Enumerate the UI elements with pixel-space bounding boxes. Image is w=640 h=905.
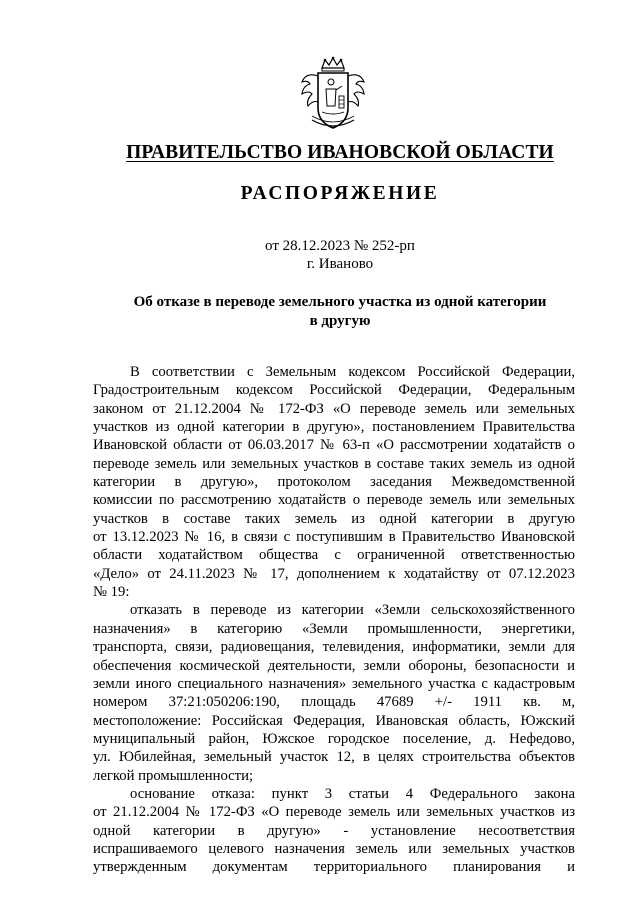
- document-city: г. Иваново: [306, 256, 374, 272]
- body-line: утвержденным документам территориального планирования и: [93, 859, 575, 876]
- body-line: категории в другую», протоколом заседания Межведомственной: [93, 474, 575, 491]
- body-line: законом от 21.12.2004 № 172-ФЗ «О переводе земель или земельных: [93, 400, 575, 417]
- body-line: испрашиваемого целевого назначения земель или земельных участков: [93, 840, 575, 857]
- body-line: участков из одной категории в другую», постановлением Правительства: [93, 419, 575, 436]
- body-line: транспорта, связи, радиовещания, телевидения, информатики, земли для: [93, 639, 575, 656]
- subject-line: в другую: [309, 313, 371, 329]
- body-line: переводе земель или земельных участков в составе таких земель из одной: [93, 455, 575, 472]
- body-line: одной категории в другую» - установление несоответствия: [93, 822, 575, 839]
- organization-title: ПРАВИТЕЛЬСТВО ИВАНОВСКОЙ ОБЛАСТИ: [126, 142, 554, 163]
- body-line: № 19:: [93, 584, 130, 601]
- body-line: отказать в переводе из категории «Земли сельскохозяйственного: [130, 602, 575, 619]
- body-line: В соответствии с Земельным кодексом Российской Федерации,: [130, 364, 575, 380]
- body-line: Градостроительным кодексом Российской Федерации, Федеральным: [93, 382, 575, 399]
- body-line: назначения» в категорию «Земли промышленности, энергетики,: [93, 620, 575, 637]
- body-line: номером 37:21:050206:190, площадь 47689 +/- 1911 кв. м,: [93, 694, 575, 711]
- body-line: обеспечения космической деятельности, земли обороны, безопасности и: [93, 657, 575, 674]
- coat-of-arms-icon: [298, 56, 368, 132]
- body-line: ул. Юбилейная, земельный участок 12, в целях строительства объектов: [93, 749, 575, 766]
- body-line: участков в составе таких земель из одной категории в другую: [93, 510, 575, 527]
- body-line: Ивановской области от 06.03.2017 № 63-п «О рассмотрении ходатайств о: [93, 437, 575, 454]
- body-line: области ходатайством общества с ограниченной ответственностью: [93, 547, 575, 564]
- document-date-number: от 28.12.2023 № 252-рп: [265, 238, 415, 254]
- body-line: легкой промышленности;: [93, 767, 254, 784]
- body-line: основание отказа: пункт 3 статьи 4 Федерального закона: [130, 785, 575, 802]
- body-line: от 13.12.2023 № 16, в связи с поступившим в Правительство Ивановской: [93, 529, 575, 546]
- body-line: местоположение: Российская Федерация, Ивановская область, Южский: [93, 712, 575, 729]
- document-type: РАСПОРЯЖЕНИЕ: [240, 183, 440, 204]
- body-line: земли иного специального назначения» земельного участка с кадастровым: [93, 675, 575, 692]
- body-line: муниципальный район, Южское городское поселение, д. Нефедово,: [93, 730, 575, 747]
- document-subject: [60, 293, 620, 331]
- document-body: [93, 363, 575, 877]
- body-line: «Дело» от 24.11.2023 № 17, дополнением к ходатайству от 07.12.2023: [93, 565, 575, 582]
- subject-line: Об отказе в переводе земельного участка из одной категории: [133, 294, 547, 310]
- body-line: комиссии по рассмотрению ходатайств о переводе земель или земельных: [93, 492, 575, 509]
- body-line: от 21.12.2004 № 172-ФЗ «О переводе земель или земельных участков из: [93, 804, 575, 821]
